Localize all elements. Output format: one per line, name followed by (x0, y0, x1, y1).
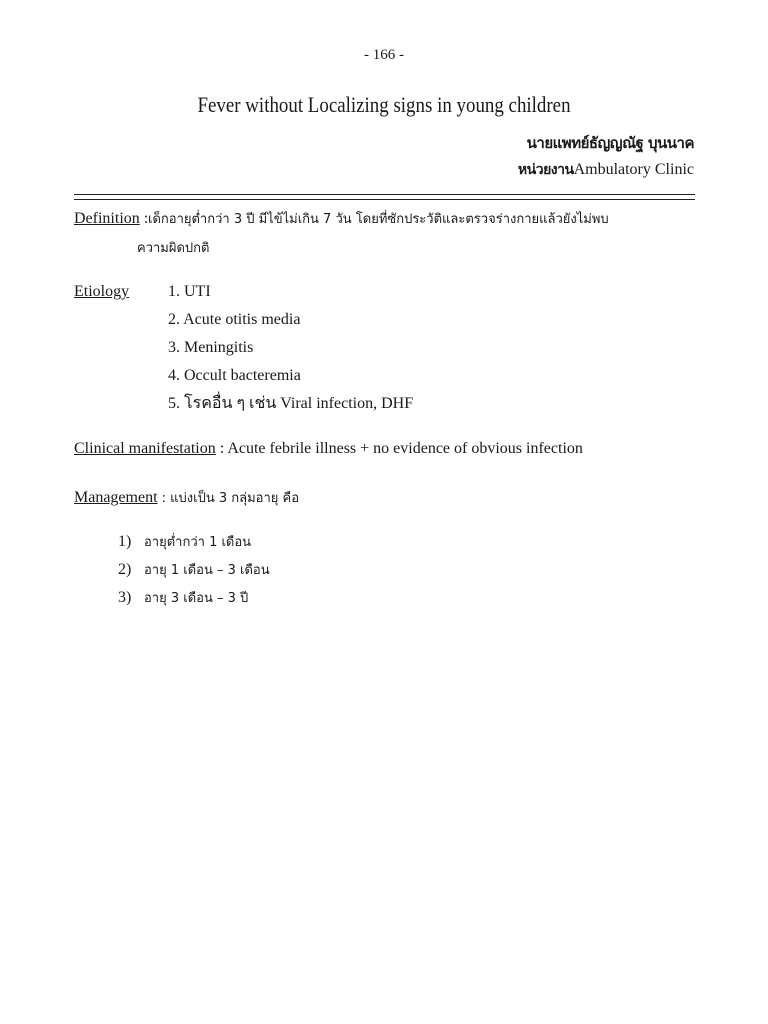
definition-label: Definition (74, 210, 140, 227)
etiology-list (168, 283, 413, 423)
management-text: : แบ่งเป็น 3 กลุ่มอายุ คือ (157, 491, 300, 506)
author-name: นายแพทย์ธัญญณัฐ บุนนาค (526, 134, 694, 152)
clinical-text: : Acute febrile illness + no evidence of obvious infection (215, 440, 583, 457)
page-number: - 166 - (364, 47, 404, 63)
definition-row (74, 208, 609, 229)
definition-separator: : (139, 210, 149, 227)
unit-line (518, 159, 694, 181)
management-row (74, 487, 299, 508)
list-item-text: อายุ 3 เดือน – 3 ปี (144, 591, 249, 606)
list-item-text: อายุ 1 เดือน – 3 เดือน (144, 563, 270, 578)
list-item: 2. Acute otitis media (168, 311, 301, 328)
clinical-row (74, 440, 583, 458)
clinical-heading: Clinical manifestation (74, 440, 216, 457)
definition-text-line1: เด็กอายุต่ำกว่า 3 ปี มีไข้ไม่เกิน 7 วัน โดยที่ซักประวัติและตรวจร่างกายแล้วยังไม่พบ (148, 212, 609, 227)
list-item-number: 3) (118, 589, 132, 606)
list-item (118, 561, 270, 589)
list-item: 3. Meningitis (168, 339, 254, 356)
management-list (118, 533, 270, 617)
definition-text-line2: ความผิดปกติ (137, 241, 210, 256)
list-item: 5. โรคอื่น ๆ เช่น Viral infection, DHF (168, 395, 414, 412)
list-item-number: 2) (118, 561, 132, 578)
etiology-heading: Etiology (74, 283, 130, 300)
definition-heading (74, 210, 148, 228)
header-divider-top (74, 194, 695, 195)
list-item-text: อายุต่ำกว่า 1 เดือน (144, 535, 252, 550)
unit-label: หน่วยงาน (517, 162, 574, 178)
management-heading: Management (74, 489, 158, 506)
header-divider-bottom (74, 199, 695, 200)
list-item: 4. Occult bacteremia (168, 367, 301, 384)
document-title: Fever without Localizing signs in young children (197, 92, 571, 117)
list-item (118, 533, 270, 561)
list-item: 1. UTI (168, 283, 211, 300)
list-item-number: 1) (118, 533, 132, 550)
unit-name: Ambulatory Clinic (573, 161, 694, 178)
list-item (118, 589, 270, 617)
